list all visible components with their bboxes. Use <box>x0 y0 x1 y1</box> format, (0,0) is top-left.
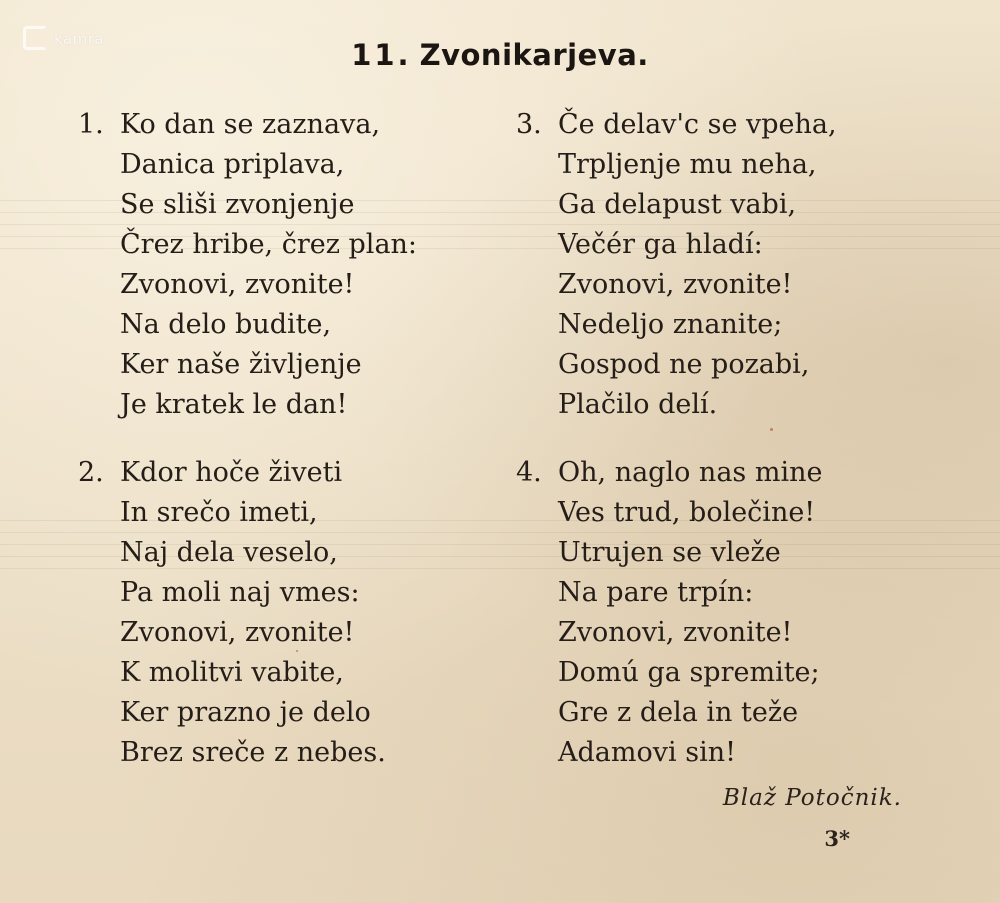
verse-line: Ves trud, bolečine! <box>558 497 816 528</box>
watermark-text: kamra <box>54 30 105 48</box>
stanza-4 <box>516 453 956 773</box>
verse-line: Se sliši zvonjenje <box>120 189 355 220</box>
stanza-number: 1. <box>78 109 104 140</box>
verse-line: Kdor hoče živeti <box>120 457 343 488</box>
verse-line: K molitvi vabite, <box>120 657 344 688</box>
poem-title <box>0 38 1000 72</box>
paper-speck <box>770 428 773 431</box>
verse-line: Je kratek le dan! <box>120 389 348 420</box>
stanza-number: 4. <box>516 457 542 488</box>
stanza-1 <box>78 105 518 425</box>
verse-line: Ga delapust vabi, <box>558 189 797 220</box>
stanza-number: 3. <box>516 109 542 140</box>
verse-line: Brez sreče z nebes. <box>120 737 386 768</box>
verse-line: In srečo imeti, <box>120 497 318 528</box>
verse-line: Gre z dela in teže <box>558 697 799 728</box>
verse-line: Na delo budite, <box>120 309 332 340</box>
verse-line: Zvonovi, zvonite! <box>558 617 793 648</box>
stanza-3 <box>516 105 956 425</box>
verse-line: Pa moli naj vmes: <box>120 577 360 608</box>
poem-number: 11. <box>351 38 412 72</box>
verse-line: Ker naše življenje <box>120 349 362 380</box>
verse-line: Utrujen se vleže <box>558 537 781 568</box>
verse-line: Plačilo delí. <box>558 389 718 420</box>
verse-line: Zvonovi, zvonite! <box>558 269 793 300</box>
verse-line: Zvonovi, zvonite! <box>120 617 355 648</box>
stanza-number: 2. <box>78 457 104 488</box>
verse-line: Oh, naglo nas mine <box>558 457 823 488</box>
verse-line: Če delav'c se vpeha, <box>558 109 837 140</box>
poem-title-text: Zvonikarjeva. <box>419 38 649 72</box>
verse-line: Ker prazno je delo <box>120 697 371 728</box>
verse-line: Nedeljo znanite; <box>558 309 783 340</box>
verse-line: Domú ga spremite; <box>558 657 820 688</box>
verse-line: Danica priplava, <box>120 149 345 180</box>
stanza-2 <box>78 453 518 773</box>
page-number: 3* <box>824 826 850 851</box>
verse-line: Gospod ne pozabi, <box>558 349 810 380</box>
verse-line: Na pare trpín: <box>558 577 754 608</box>
verse-line: Ko dan se zaznava, <box>120 109 381 140</box>
author-signature: Blaž Potočnik. <box>722 785 902 811</box>
verse-line: Adamovi sin! <box>558 737 736 768</box>
verse-line: Črez hribe, črez plan: <box>120 229 418 260</box>
verse-line: Naj dela veselo, <box>120 537 338 568</box>
paper-speck <box>296 650 298 652</box>
verse-line: Zvonovi, zvonite! <box>120 269 355 300</box>
verse-line: Večér ga hladí: <box>558 229 763 260</box>
verse-line: Trpljenje mu neha, <box>558 149 817 180</box>
